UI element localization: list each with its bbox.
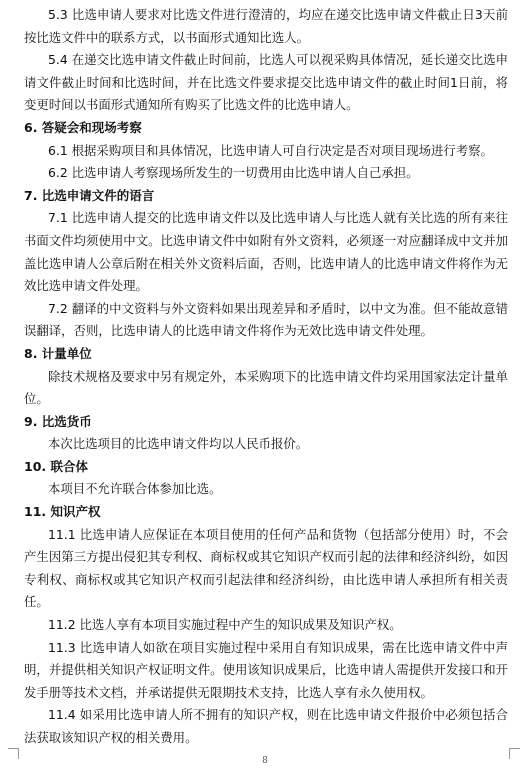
section-heading-8: 8. 计量单位 [24, 345, 92, 361]
paragraph-7-1: 7.1 比选申请人提交的比选申请文件以及比选申请人与比选人就有关比选的所有来往书面文件均须使用中文。比选申请文件中如附有外文资料，必须逐一对应翻译成中文并加盖比选申请人公章后附在相关外文资料后面，否则，比选申请人的比选申请文件将作为无效比选申请文件处理。 [24, 210, 508, 294]
paragraph-7-2: 7.2 翻译的中文资料与外文资料如果出现差异和矛盾时，以中文为准。但不能故意错误翻译，否则，比选申请人的比选申请文件将作为无效比选申请文件处理。 [24, 300, 508, 339]
paragraph-11-1: 11.1 比选申请人应保证在本项目使用的任何产品和货物（包括部分使用）时，不会产生因第三方提出侵犯其专利权、商标权或其它知识产权而引起的法律和经济纠纷，如因专利权、商标权或其它知识产权而引起法律和经济纠纷，由比选申请人承担所有相关责任。 [24, 526, 508, 610]
paragraph-6-2: 6.2 比选申请人考察现场所发生的一切费用由比选申请人自己承担。 [48, 165, 419, 181]
section-heading-6: 6. 答疑会和现场考察 [24, 119, 142, 135]
page-number: 8 [262, 756, 268, 766]
section-heading-7: 7. 比选申请文件的语言 [24, 187, 155, 203]
section-heading-10: 10. 联合体 [24, 458, 88, 474]
paragraph-8: 除技术规格及要求中另有规定外，本采购项下的比选申请文件均采用国家法定计量单位。 [24, 368, 508, 407]
paragraph-6-1: 6.1 根据采购项目和具体情况，比选申请人可自行决定是否对项目现场进行考察。 [48, 142, 493, 158]
document-page [24, 4, 508, 750]
paragraph-5-3: 5.3 比选申请人要求对比选文件进行澄清的，均应在递交比选申请文件截止日3天前按比选文件中的联系方式，以书面形式通知比选人。 [24, 7, 508, 45]
paragraph-9: 本次比选项目的比选申请文件均以人民币报价。 [48, 436, 309, 452]
section-heading-9: 9. 比选货币 [24, 413, 92, 429]
paragraph-11-2: 11.2 比选人享有本项目实施过程中产生的知识成果及知识产权。 [48, 617, 402, 633]
section-heading-11: 11. 知识产权 [24, 504, 101, 520]
paragraph-11-4: 11.4 如采用比选申请人所不拥有的知识产权，则在比选申请文件报价中必须包括合法获取该知识产权的相关费用。 [24, 707, 508, 745]
paragraph-10: 本项目不允许联合体参加比选。 [48, 481, 222, 497]
paragraph-11-3: 11.3 比选申请人如欲在项目实施过程中采用自有知识成果，需在比选申请文件中声明，并提供相关知识产权证明文件。使用该知识成果后，比选申请人需提供开发接口和开发手册等技术文档，并承诺提供无限期技术支持，比选人享有永久使用权。 [24, 639, 508, 700]
paragraph-5-4: 5.4 在递交比选申请文件截止时间前，比选人可以视采购具体情况，延长递交比选申请文件截止时间和比选时间，并在比选文件要求提交比选申请文件的截止时间1日前，将变更时间以书面形式通知所有购买了比选文件的比选申请人。 [24, 52, 508, 113]
